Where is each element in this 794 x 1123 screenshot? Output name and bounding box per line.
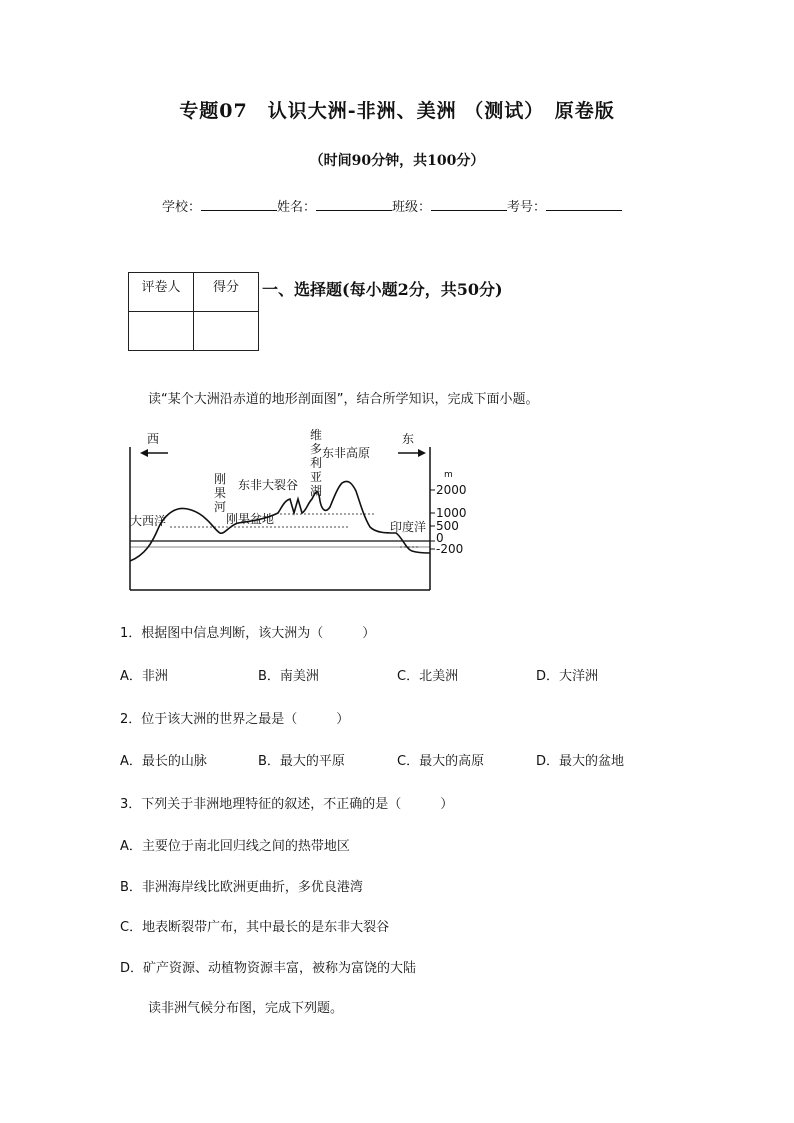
- q3-option-c[interactable]: C．地表断裂带广布，其中最长的是东非大裂谷: [120, 920, 390, 935]
- student-info-line: [162, 196, 622, 215]
- exam-no-blank[interactable]: [546, 198, 622, 211]
- school-label: 学校：: [162, 200, 202, 215]
- q1-option-d[interactable]: D．大洋洲: [536, 669, 599, 684]
- terrain-line: [130, 481, 430, 561]
- grading-box: [128, 272, 259, 351]
- tick-minus-200: -200: [436, 542, 464, 556]
- q2-option-b[interactable]: B．最大的平原: [258, 754, 345, 769]
- plateau-label: 东非高原: [322, 446, 371, 460]
- q1-option-a[interactable]: A．非洲: [120, 669, 168, 684]
- exam-no-label: 考号：: [507, 200, 547, 215]
- question-2: 2．位于该大洲的世界之最是（ ）: [120, 712, 350, 727]
- group1-intro: 读“某个大洲沿赤道的地形剖面图”，结合所学知识，完成下面小题。: [148, 392, 539, 407]
- class-blank[interactable]: [431, 198, 507, 211]
- elevation-ticks: [430, 483, 467, 556]
- q3-option-b[interactable]: B．非洲海岸线比欧洲更曲折，多优良港湾: [120, 880, 363, 895]
- victoria-lake-label: 维多利亚湖: [310, 428, 323, 498]
- group2-intro: 读非洲气候分布图，完成下列题。: [148, 1001, 344, 1016]
- terrain-profile-figure: [120, 425, 470, 597]
- q2-option-a[interactable]: A．最长的山脉: [120, 754, 207, 769]
- q3-option-a[interactable]: A．主要位于南北回归线之间的热带地区: [120, 839, 350, 854]
- tick-0: 0: [436, 531, 444, 545]
- tick-2000: 2000: [436, 483, 467, 497]
- indian-ocean-label: 印度洋: [390, 520, 427, 534]
- score-cell[interactable]: [194, 312, 259, 351]
- unit-label: m: [444, 470, 453, 480]
- question-1: 1．根据图中信息判断，该大洲为（ ）: [120, 626, 376, 641]
- q1-option-c[interactable]: C．北美洲: [397, 669, 459, 684]
- congo-river-label: 刚果河: [214, 472, 227, 514]
- q2-option-d[interactable]: D．最大的盆地: [536, 754, 625, 769]
- question-3: 3．下列关于非洲地理特征的叙述，不正确的是（ ）: [120, 797, 454, 812]
- atlantic-label: 大西洋: [130, 514, 167, 528]
- name-blank[interactable]: [316, 198, 392, 211]
- name-label: 姓名：: [277, 200, 317, 215]
- time-score-note: （时间90分钟，共100分）: [309, 153, 485, 169]
- tick-500: 500: [436, 519, 459, 533]
- grader-header: 评卷人: [129, 273, 194, 312]
- page-title: 专题07 认识大洲-非洲、美洲 （测试） 原卷版: [179, 100, 615, 122]
- section-heading: 一、选择题(每小题2分，共50分): [262, 280, 503, 299]
- west-label: 西: [147, 432, 160, 446]
- q1-option-b[interactable]: B．南美洲: [258, 669, 319, 684]
- east-label: 东: [402, 432, 415, 446]
- q3-option-d[interactable]: D．矿产资源、动植物资源丰富，被称为富饶的大陆: [120, 961, 417, 976]
- congo-basin-label: 刚果盆地: [226, 512, 275, 526]
- tick-1000: 1000: [436, 506, 467, 520]
- grader-cell[interactable]: [129, 312, 194, 351]
- q2-option-c[interactable]: C．最大的高原: [397, 754, 485, 769]
- rift-valley-label: 东非大裂谷: [238, 478, 299, 492]
- class-label: 班级：: [392, 200, 432, 215]
- school-blank[interactable]: [201, 198, 277, 211]
- score-header: 得分: [194, 273, 259, 312]
